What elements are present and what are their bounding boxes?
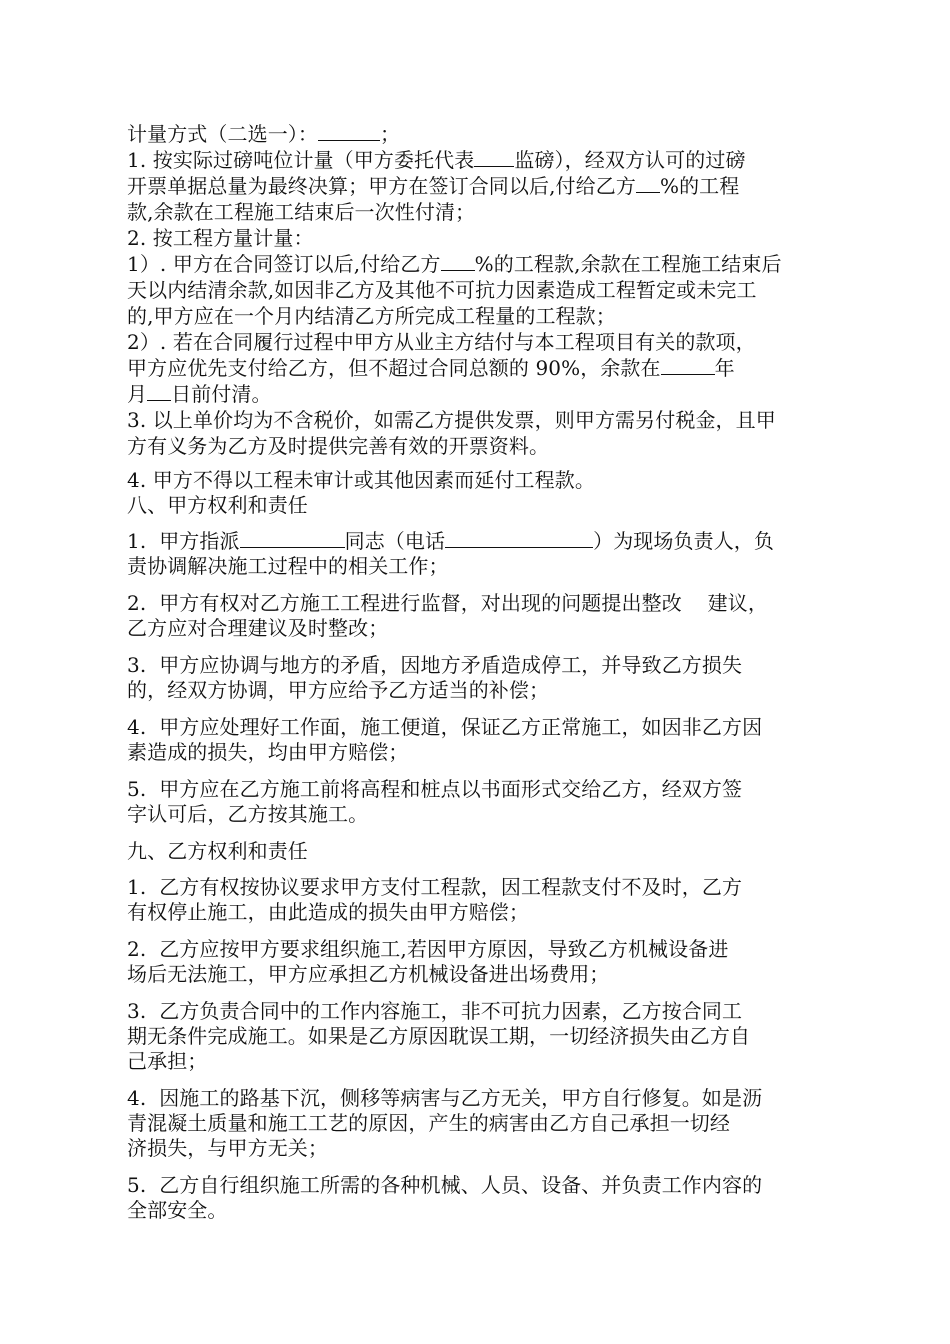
clause-line: 月 日前付清。 bbox=[127, 382, 272, 406]
clause-line: 的，经双方协调，甲方应给予乙方适当的补偿； bbox=[127, 678, 550, 702]
fill-blank bbox=[147, 381, 171, 401]
clause-line: 5. 甲方应在乙方施工前将高程和桩点以书面形式交给乙方，经双方签 bbox=[127, 777, 743, 801]
clause-line: 2. 甲方有权对乙方施工工程进行监督，对出现的问题提出整改 建议， bbox=[127, 591, 768, 615]
clause-line: 1）. 甲方在合同签订以后,付给乙方 %的工程款,余款在工程施工结束后 bbox=[127, 252, 782, 276]
clause-line: 乙方应对合理建议及时整改； bbox=[127, 616, 389, 640]
clause-line: 素造成的损失，均由甲方赔偿； bbox=[127, 740, 409, 764]
clause-line: 2. 乙方应按甲方要求组织施工,若因甲方原因，导致乙方机械设备进 bbox=[127, 937, 729, 961]
fill-blank bbox=[240, 528, 345, 548]
clause-line: 己承担； bbox=[127, 1049, 208, 1073]
measure-method-line: 计量方式（二选一）： ； bbox=[127, 122, 401, 146]
clause-line: 4. 甲方应处理好工作面，施工便道，保证乙方正常施工，如因非乙方因 bbox=[127, 715, 763, 739]
clause-line: 济损失，与甲方无关； bbox=[127, 1136, 328, 1160]
clause-line: 期无条件完成施工。如果是乙方原因耽误工期，一切经济损失由乙方自 bbox=[127, 1024, 751, 1048]
section-heading: 八、甲方权利和责任 bbox=[127, 493, 308, 517]
clause-line: 3. 甲方应协调与地方的矛盾，因地方矛盾造成停工，并导致乙方损失 bbox=[127, 653, 743, 677]
fill-blank bbox=[318, 121, 380, 141]
clause-line: 开票单据总量为最终决算；甲方在签订合同以后,付给乙方 %的工程 bbox=[127, 174, 740, 198]
clause-line: 1. 乙方有权按协议要求甲方支付工程款，因工程款支付不及时，乙方 bbox=[127, 875, 743, 899]
fill-blank bbox=[474, 147, 514, 167]
clause-line: 2. 按工程方量计量： bbox=[127, 226, 314, 250]
clause-line: 场后无法施工，甲方应承担乙方机械设备进出场费用； bbox=[127, 962, 610, 986]
clause-line: 5. 乙方自行组织施工所需的各种机械、人员、设备、并负责工作内容的 bbox=[127, 1173, 763, 1197]
clause-line: 1. 按实际过磅吨位计量（甲方委托代表 监磅），经双方认可的过磅 bbox=[127, 148, 746, 172]
clause-line: 甲方应优先支付给乙方，但不超过合同总额的 90%，余款在 年 bbox=[127, 356, 735, 380]
fill-blank bbox=[636, 173, 660, 193]
clause-line: 青混凝土质量和施工工艺的原因，产生的病害由乙方自己承担一切经 bbox=[127, 1111, 730, 1135]
clause-line: 4. 甲方不得以工程未审计或其他因素而延付工程款。 bbox=[127, 468, 595, 492]
clause-line: 责协调解决施工过程中的相关工作； bbox=[127, 554, 449, 578]
fill-blank bbox=[441, 251, 475, 271]
fill-blank bbox=[445, 528, 593, 548]
clause-line: 字认可后，乙方按其施工。 bbox=[127, 802, 369, 826]
clause-line: 1. 甲方指派 同志（电话 ）为现场负责人，负 bbox=[127, 529, 775, 553]
clause-line: 3. 以上单价均为不含税价，如需乙方提供发票，则甲方需另付税金，且甲 bbox=[127, 408, 776, 432]
clause-line: 4. 因施工的路基下沉，侧移等病害与乙方无关，甲方自行修复。如是沥 bbox=[127, 1086, 763, 1110]
clause-line: 2）. 若在合同履行过程中甲方从业主方结付与本工程项目有关的款项， bbox=[127, 330, 756, 354]
clause-line: 方有义务为乙方及时提供完善有效的开票资料。 bbox=[127, 434, 550, 458]
fill-blank bbox=[661, 355, 715, 375]
clause-line: 全部安全。 bbox=[127, 1198, 228, 1222]
clause-line: 有权停止施工，由此造成的损失由甲方赔偿； bbox=[127, 900, 529, 924]
clause-line: 3. 乙方负责合同中的工作内容施工，非不可抗力因素，乙方按合同工 bbox=[127, 999, 743, 1023]
section-heading: 九、乙方权利和责任 bbox=[127, 839, 308, 863]
clause-line: 的,甲方应在一个月内结清乙方所完成工程量的工程款； bbox=[127, 304, 616, 328]
clause-line: 天以内结清余款,如因非乙方及其他不可抗力因素造成工程暂定或未完工 bbox=[127, 278, 757, 302]
clause-line: 款,余款在工程施工结束后一次性付清； bbox=[127, 200, 476, 224]
